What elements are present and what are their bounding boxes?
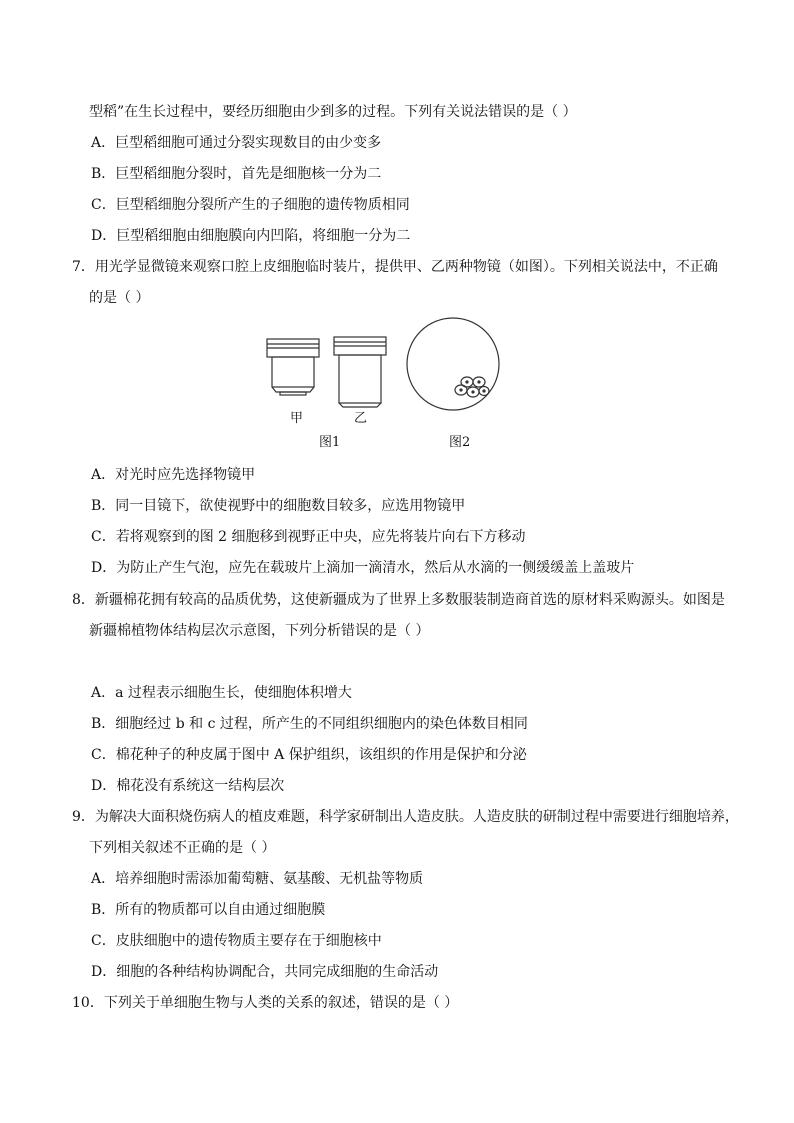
q6-option-d: D．巨型稻细胞由细胞膜向内凹陷，将细胞一分为二 [91, 228, 411, 244]
q8-option-d: D．棉花没有系统这一结构层次 [91, 778, 285, 794]
q7-option-c: C．若将观察到的图 2 细胞移到视野正中央，应先将装片向右下方移动 [91, 529, 526, 545]
figure-2-caption: 图2 [449, 435, 471, 450]
label-jia: 甲 [290, 411, 304, 426]
label-yi: 乙 [354, 411, 368, 426]
objective-yi-drawing [334, 337, 386, 407]
q8-stem-line1: 8．新疆棉花拥有较高的品质优势，这使新疆成为了世界上多数服装制造商首选的原材料采购源头。如图是 [72, 592, 725, 608]
q7-option-b: B．同一目镜下，欲使视野中的细胞数目较多，应选用物镜甲 [91, 498, 466, 514]
q8-option-b: B．细胞经过 b 和 c 过程，所产生的不同组织细胞内的染色体数目相同 [91, 716, 528, 732]
q9-stem-line2: 下列相关叙述不正确的是（ ） [89, 840, 276, 856]
q7-figure [0, 0, 794, 460]
field-of-view-drawing [407, 318, 499, 410]
q8-stem-line2: 新疆棉植物体结构层次示意图，下列分析错误的是（ ） [89, 623, 430, 639]
q6-option-a: A．巨型稻细胞可通过分裂实现数目的由少变多 [91, 135, 382, 151]
q7-option-a: A．对光时应先选择物镜甲 [91, 467, 256, 483]
q7-stem-line1: 7．用光学显微镜来观察口腔上皮细胞临时装片，提供甲、乙两种物镜（如图）。下列相关说法中，不正确 [72, 259, 718, 275]
q8-option-c: C．棉花种子的种皮属于图中 A 保护组织，该组织的作用是保护和分泌 [91, 747, 527, 763]
objective-jia-drawing [267, 339, 319, 395]
q9-option-a: A．培养细胞时需添加葡萄糖、氨基酸、无机盐等物质 [91, 871, 424, 887]
figure-1-caption: 图1 [319, 435, 341, 450]
q8-option-a: A．a 过程表示细胞生长，使细胞体积增大 [91, 685, 352, 701]
q6-stem-continued: 型稻”在生长过程中，要经历细胞由少到多的过程。下列有关说法错误的是（ ） [89, 104, 577, 120]
q9-stem-line1: 9．为解决大面积烧伤病人的植皮难题，科学家研制出人造皮肤。人造皮肤的研制过程中需要进行细胞培养， [72, 809, 739, 825]
q9-option-d: D．细胞的各种结构协调配合，共同完成细胞的生命活动 [91, 964, 439, 980]
q10-stem-line1: 10．下列关于单细胞生物与人类的关系的叙述，错误的是（ ） [72, 995, 459, 1011]
q6-option-b: B．巨型稻细胞分裂时，首先是细胞核一分为二 [91, 166, 382, 182]
q9-option-b: B．所有的物质都可以自由通过细胞膜 [91, 902, 326, 918]
q9-option-c: C．皮肤细胞中的遗传物质主要存在于细胞核中 [91, 933, 382, 949]
q7-stem-line2: 的是（ ） [89, 290, 150, 306]
q7-option-d: D．为防止产生气泡，应先在载玻片上滴加一滴清水，然后从水滴的一侧缓缓盖上盖玻片 [91, 560, 635, 576]
q6-option-c: C．巨型稻细胞分裂所产生的子细胞的遗传物质相同 [91, 197, 410, 213]
